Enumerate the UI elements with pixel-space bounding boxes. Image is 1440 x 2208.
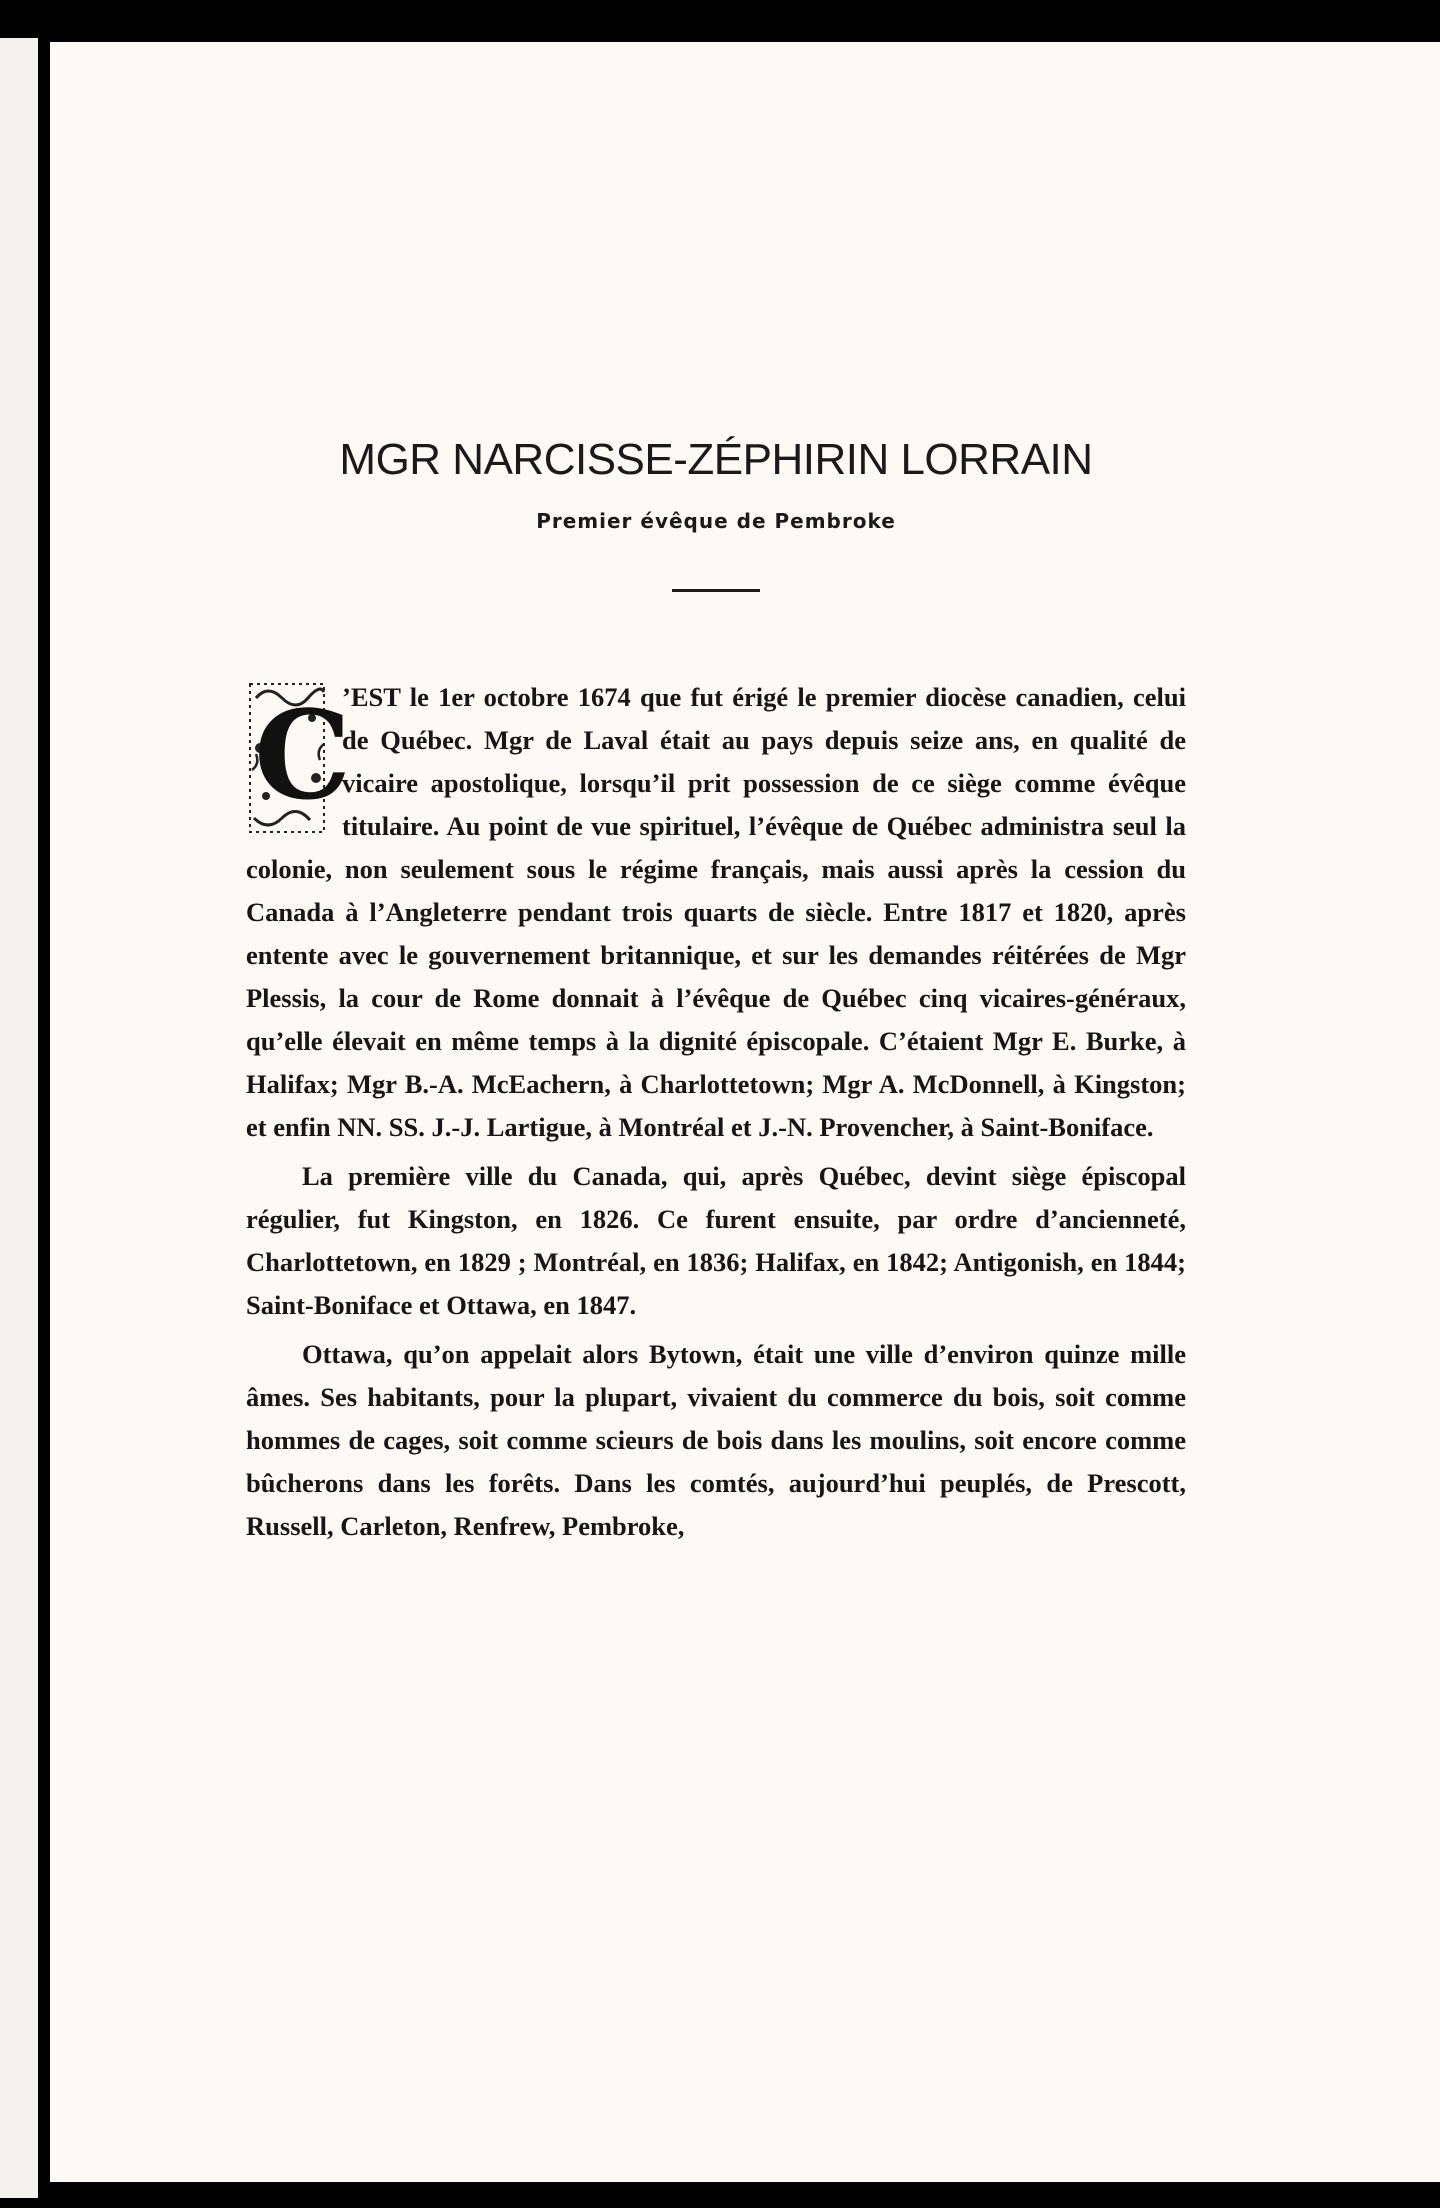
paragraph-1: ’EST le 1er octobre 1674 que fut érigé le premier diocèse canadien, celui de Québec. Mgr de Laval était au pays depuis seize ans, en qualité de vicaire apostolique, lorsqu’il prit possession de ce siège comme évêque titulaire. Au point de vue spirituel, l’évêque de Québec administra seul la colonie, non seulement sous le régime français, mais aussi après la cession du Canada à l’Angleterre pendant trois quarts de siècle. Entre 1817 et 1820, après entente avec le gouvernement britannique, et sur les demandes réitérées de Mgr Plessis, la cour de Rome donnait à l’évêque de Québec cinq vicaires-généraux, qu’elle élevait en même temps à la dignité épiscopale. C’étaient Mgr E. Burke, à Halifax; Mgr B.-A. McEachern, à Charlottetown; Mgr A. McDonnell, à Kingston; et enfin NN. SS. J.-J. Lartigue, à Montréal et J.-N. Provencher, à Saint-Boniface.: [246, 681, 1186, 1142]
book-page: [50, 42, 1440, 2182]
article-body: [246, 676, 1186, 1548]
paragraph-3: Ottawa, qu’on appelait alors Bytown, était une ville d’environ quinze mille âmes. Ses habitants, pour la plupart, vivaient du commerce du bois, soit comme hommes de cages, soit comme scieurs de bois dans les moulins, soit encore comme bûcherons dans les forêts. Dans les comtés, aujourd’hui peuplés, de Prescott, Russell, Carleton, Renfrew, Pembroke,: [246, 1338, 1186, 1541]
article-subtitle: Premier évêque de Pembroke: [536, 508, 896, 533]
ornamental-dropcap: [246, 678, 352, 838]
previous-page-edge: [0, 38, 38, 2198]
article-title: MGR NARCISSE-ZÉPHIRIN LORRAIN: [339, 435, 1093, 484]
title-divider: [672, 589, 760, 592]
paragraph-2: La première ville du Canada, qui, après Québec, devint siège épiscopal régulier, fut Kingston, en 1826. Ce furent ensuite, par ordre d’ancienneté, Charlottetown, en 1829 ; Montréal, en 1836; Halifax, en 1842; Antigonish, en 1844; Saint-Boniface et Ottawa, en 1847.: [246, 1160, 1186, 1320]
article: [246, 434, 1186, 1554]
dropcap-letter: C: [254, 682, 352, 827]
